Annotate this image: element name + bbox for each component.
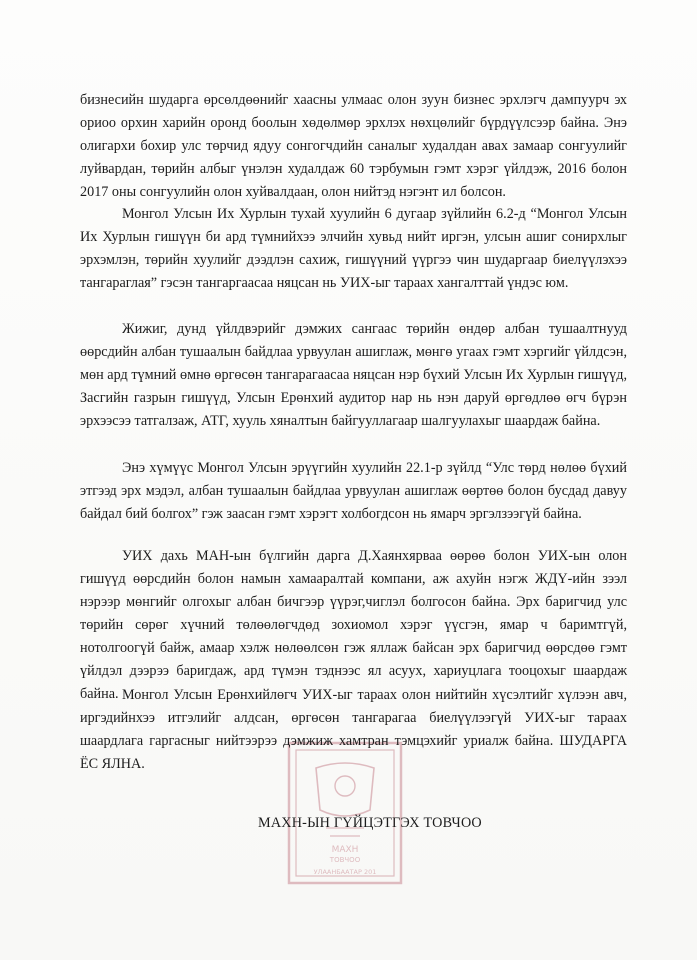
paragraph-4: Энэ хүмүүс Монгол Улсын эрүүгийн хуулийн 22.1-р зүйлд “Улс төрд нөлөө бүхий этгээд эрх мэдэл, албан тушаалын байдлаа урвуулан ашиглаж өөртөө болон бусдад давуу байдал бий болгох” гэж заасан гэмт хэрэгт холбогдсон нь ямарч эргэлзээгүй байна. bbox=[80, 460, 627, 522]
paragraph-6: Монгол Улсын Ерөнхийлөгч УИХ-ыг тараах олон нийтийн хүсэлтийг хүлээн авч, иргэдийнхээ итгэлийг алдсан, өргөсөн тангарагаа биелүүлээгүй УИХ-ыг тараах шаардлага гаргасныг нийтээрээ дэмжиж хамтран тэмцэхийг уриалж байна. ШУДАРГА ЁС ЯЛНА. bbox=[80, 687, 627, 772]
stamp-text-line: ТОВЧОО bbox=[329, 856, 361, 864]
stamp-text-line: МАХН bbox=[331, 845, 359, 855]
paragraph-3: Жижиг, дунд үйлдвэрийг дэмжих сангаас төрийн өндөр албан тушаалтнууд өөрсдийн албан тушаалын байдлаа урвуулан ашиглаж, мөнгө угаах гэмт хэргийг үйлдсэн, мөн ард түмний өмнө өргөсөн тангарагаасаа няцсан нэр бүхий Улсын Их Хурлын гишүүд, Засгийн газрын гишүүд, Улсын Ерөнхий аудитор нар нь нэн даруй өргөдлөө өгч бүрэн эрхээсээ татгалзаж, АТГ, хууль хяналтын байгууллагаар шалгуулахыг шаардаж байна. bbox=[80, 321, 627, 429]
signature-line: МАХН-ЫН ГҮЙЦЭТГЭХ ТОВЧОО bbox=[258, 815, 482, 831]
paragraph-2: Монгол Улсын Их Хурлын тухай хуулийн 6 дугаар зүйлийн 6.2-д “Монгол Улсын Их Хурлын гишүүн би ард түмнийхээ элчийн хувьд нийт иргэн, улсын ашиг сонирхлыг эрхэмлэн, төрийн хуулийг дээдлэн сахиж, гишүүний үүргээ чин шударгаар биелүүлэхээ тангараглая” гэсэн тангаргаасаа няцсан нь УИХ-ыг тараах хангалттай үндэс юм. bbox=[80, 206, 627, 291]
paragraph-5: УИХ дахь МАН-ын бүлгийн дарга Д.Хаянхярваа өөрөө болон УИХ-ын олон гишүүд өөрсдийн болон намын хамааралтай компани, аж ахуйн нэгж ЖДҮ-ийн зээл нэрээр мөнгийг олгохыг албан бичгээр үүрэг,чиглэл болгосон байна. Эрх баригчид улс төрийн сөрөг хүчний төлөөлөгчдөд зохиомол хэрэг үүсгэн, ямар ч баримтгүй, нотолгоогүй байж, амаар хэлж нөлөөлсөн гэж яллаж байсан эрх баригчид өөрсдөө гэмт үйлдэл дээрээ баригдаж, ард түмэн тэднээс ял асуух, хариуцлага тооцохыг шаардаж байна. bbox=[80, 548, 627, 702]
stamp-text-line: УЛААНБААТАР 201 bbox=[313, 868, 377, 876]
paragraph-1: бизнесийн шударга өрсөлдөөнийг хаасны улмаас олон зуун бизнес эрхлэгч дампуурч эх ориоо орхин харийн оронд боолын хөдөлмөр эрхлэх нөхцөлийг бүрдүүлсээр байна. Энэ олигархи бохир улс төрчид ядуу сонгогчдийн саналыг худалдан авах замаар сонгуулийг луйвардан, төрийн албыг үнэлэн худалдаж 60 тэрбумын гэмт хэрэг үйлдэж, 2016 болон 2017 оны сонгуулийн олон хуйвалдаан, олон нийтэд нэгэнт ил болсон. bbox=[80, 92, 627, 200]
